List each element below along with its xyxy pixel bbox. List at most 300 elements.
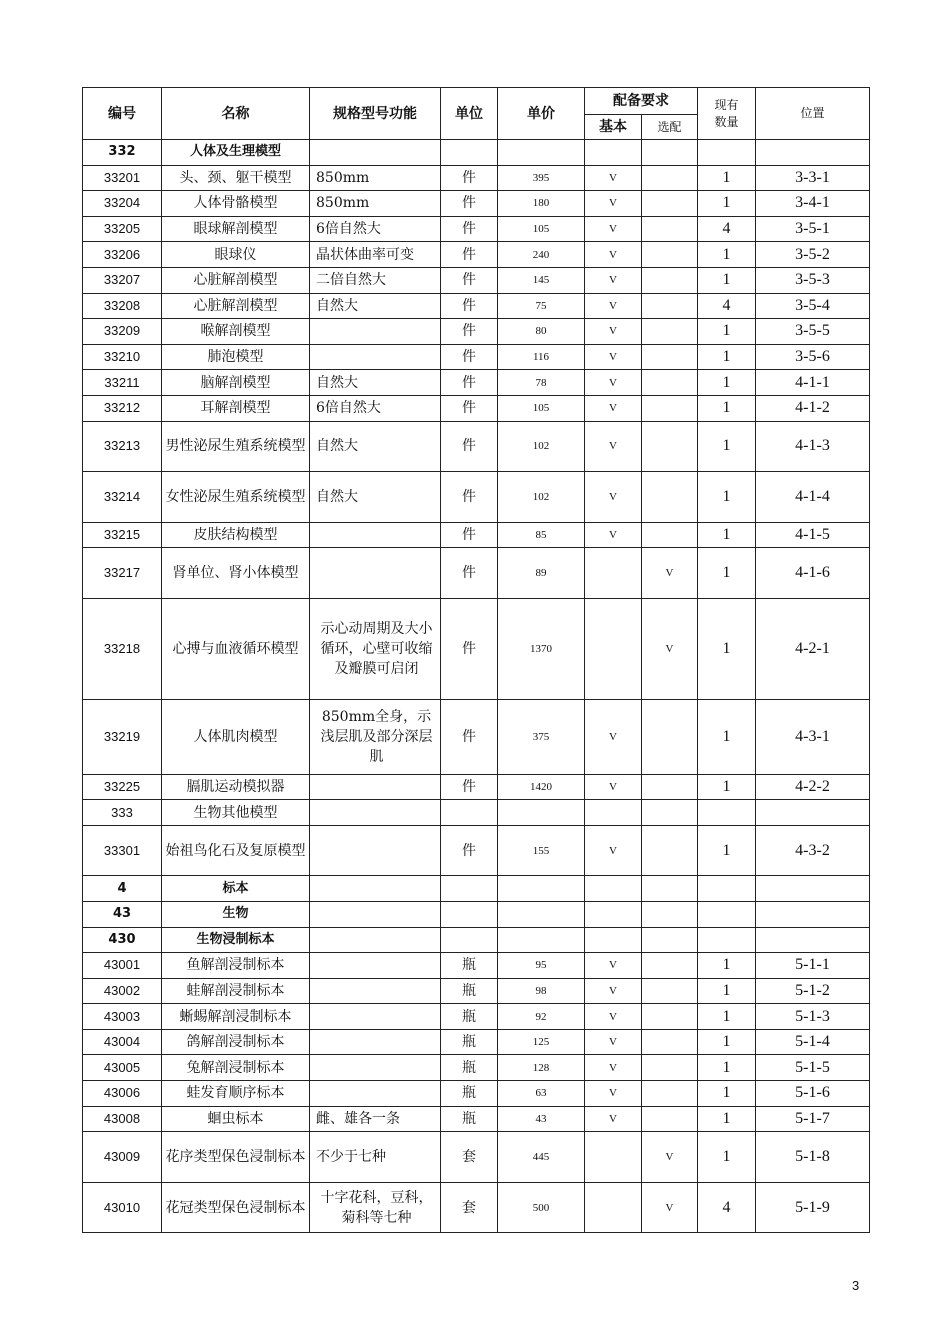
cell-qty: 1 xyxy=(698,395,756,421)
cell-spec xyxy=(310,1004,441,1030)
cell-basic xyxy=(585,1132,642,1183)
cell-name: 人体及生理模型 xyxy=(162,140,310,166)
cell-spec: 二倍自然大 xyxy=(310,267,441,293)
cell-position: 5-1-5 xyxy=(756,1055,870,1081)
cell-name: 女性泌尿生殖系统模型 xyxy=(162,472,310,523)
cell-unit: 件 xyxy=(441,395,498,421)
cell-price: 105 xyxy=(498,395,585,421)
cell-position: 4-2-1 xyxy=(756,598,870,699)
cell-basic: V xyxy=(585,216,642,242)
cell-optional: V xyxy=(642,548,698,599)
cell-position: 4-2-2 xyxy=(756,774,870,800)
table-row xyxy=(83,421,870,472)
cell-qty: 4 xyxy=(698,216,756,242)
cell-optional xyxy=(642,165,698,191)
cell-optional xyxy=(642,267,698,293)
table-row xyxy=(83,191,870,217)
cell-position: 3-3-1 xyxy=(756,165,870,191)
cell-spec xyxy=(310,774,441,800)
cell-code: 43008 xyxy=(83,1106,162,1132)
cell-code: 43003 xyxy=(83,1004,162,1030)
header-position: 位置 xyxy=(756,88,870,140)
cell-name: 心脏解剖模型 xyxy=(162,293,310,319)
cell-code: 33205 xyxy=(83,216,162,242)
cell-spec xyxy=(310,927,441,953)
cell-qty: 1 xyxy=(698,421,756,472)
cell-spec: 6倍自然大 xyxy=(310,216,441,242)
cell-qty: 1 xyxy=(698,472,756,523)
cell-optional xyxy=(642,1106,698,1132)
cell-spec xyxy=(310,901,441,927)
cell-optional xyxy=(642,522,698,548)
cell-qty: 4 xyxy=(698,1182,756,1233)
cell-position: 3-5-5 xyxy=(756,319,870,345)
cell-spec: 自然大 xyxy=(310,421,441,472)
header-unit: 单位 xyxy=(441,88,498,140)
header-name: 名称 xyxy=(162,88,310,140)
cell-optional xyxy=(642,319,698,345)
cell-spec xyxy=(310,1081,441,1107)
cell-basic: V xyxy=(585,165,642,191)
cell-price: 80 xyxy=(498,319,585,345)
cell-spec xyxy=(310,800,441,826)
cell-code: 33213 xyxy=(83,421,162,472)
table-row xyxy=(83,1004,870,1030)
cell-unit: 件 xyxy=(441,548,498,599)
table-row xyxy=(83,319,870,345)
cell-optional xyxy=(642,140,698,166)
cell-position xyxy=(756,927,870,953)
cell-unit: 件 xyxy=(441,472,498,523)
table-row xyxy=(83,267,870,293)
cell-qty: 1 xyxy=(698,344,756,370)
cell-qty: 1 xyxy=(698,978,756,1004)
cell-optional xyxy=(642,344,698,370)
cell-unit: 件 xyxy=(441,598,498,699)
cell-optional xyxy=(642,293,698,319)
cell-price: 125 xyxy=(498,1029,585,1055)
table-row xyxy=(83,1182,870,1233)
cell-position: 3-5-4 xyxy=(756,293,870,319)
cell-price: 92 xyxy=(498,1004,585,1030)
cell-name: 人体肌肉模型 xyxy=(162,699,310,774)
cell-name: 蜥蜴解剖浸制标本 xyxy=(162,1004,310,1030)
cell-optional xyxy=(642,1004,698,1030)
cell-name: 蛔虫标本 xyxy=(162,1106,310,1132)
cell-price: 240 xyxy=(498,242,585,268)
cell-position: 3-5-1 xyxy=(756,216,870,242)
cell-unit: 瓶 xyxy=(441,1055,498,1081)
cell-basic xyxy=(585,1182,642,1233)
cell-basic xyxy=(585,876,642,902)
cell-name: 肾单位、肾小体模型 xyxy=(162,548,310,599)
cell-qty: 1 xyxy=(698,242,756,268)
cell-price: 75 xyxy=(498,293,585,319)
cell-spec xyxy=(310,319,441,345)
cell-code: 33206 xyxy=(83,242,162,268)
cell-spec: 不少于七种 xyxy=(310,1132,441,1183)
cell-unit: 件 xyxy=(441,216,498,242)
cell-price: 445 xyxy=(498,1132,585,1183)
cell-spec: 晶状体曲率可变 xyxy=(310,242,441,268)
section-row xyxy=(83,876,870,902)
cell-price: 85 xyxy=(498,522,585,548)
cell-price: 375 xyxy=(498,699,585,774)
cell-qty: 1 xyxy=(698,1029,756,1055)
cell-price: 105 xyxy=(498,216,585,242)
table-header xyxy=(83,88,870,140)
cell-basic: V xyxy=(585,344,642,370)
cell-qty: 1 xyxy=(698,699,756,774)
cell-code: 33219 xyxy=(83,699,162,774)
cell-name: 眼球解剖模型 xyxy=(162,216,310,242)
cell-spec xyxy=(310,1055,441,1081)
cell-qty: 1 xyxy=(698,191,756,217)
cell-position: 4-1-3 xyxy=(756,421,870,472)
cell-qty: 1 xyxy=(698,953,756,979)
cell-qty xyxy=(698,876,756,902)
cell-name: 男性泌尿生殖系统模型 xyxy=(162,421,310,472)
table-row xyxy=(83,165,870,191)
cell-basic: V xyxy=(585,267,642,293)
table-row xyxy=(83,522,870,548)
cell-basic xyxy=(585,140,642,166)
cell-basic: V xyxy=(585,242,642,268)
cell-unit: 件 xyxy=(441,522,498,548)
cell-position: 5-1-9 xyxy=(756,1182,870,1233)
cell-position xyxy=(756,800,870,826)
cell-code: 33217 xyxy=(83,548,162,599)
cell-spec xyxy=(310,522,441,548)
cell-spec xyxy=(310,953,441,979)
cell-price: 98 xyxy=(498,978,585,1004)
cell-position: 5-1-7 xyxy=(756,1106,870,1132)
cell-position: 3-5-3 xyxy=(756,267,870,293)
cell-name: 头、颈、躯干模型 xyxy=(162,165,310,191)
cell-price: 180 xyxy=(498,191,585,217)
cell-spec: 十字花科，豆科，菊科等七种 xyxy=(310,1182,441,1233)
cell-basic: V xyxy=(585,953,642,979)
page-number: 3 xyxy=(852,1278,860,1293)
cell-unit: 瓶 xyxy=(441,978,498,1004)
cell-unit: 瓶 xyxy=(441,1081,498,1107)
cell-qty: 1 xyxy=(698,548,756,599)
cell-price: 145 xyxy=(498,267,585,293)
cell-basic: V xyxy=(585,370,642,396)
cell-qty: 1 xyxy=(698,774,756,800)
cell-qty: 1 xyxy=(698,165,756,191)
cell-name: 生物 xyxy=(162,901,310,927)
table-row xyxy=(83,825,870,876)
cell-unit: 瓶 xyxy=(441,1029,498,1055)
cell-code: 33201 xyxy=(83,165,162,191)
cell-code: 43004 xyxy=(83,1029,162,1055)
cell-optional xyxy=(642,876,698,902)
cell-basic: V xyxy=(585,825,642,876)
table-row xyxy=(83,344,870,370)
table-row xyxy=(83,1055,870,1081)
cell-price: 43 xyxy=(498,1106,585,1132)
cell-unit xyxy=(441,927,498,953)
cell-name: 标本 xyxy=(162,876,310,902)
cell-code: 33214 xyxy=(83,472,162,523)
cell-price: 102 xyxy=(498,421,585,472)
cell-basic: V xyxy=(585,1029,642,1055)
cell-unit: 件 xyxy=(441,267,498,293)
cell-name: 生物其他模型 xyxy=(162,800,310,826)
cell-qty xyxy=(698,901,756,927)
cell-spec xyxy=(310,825,441,876)
cell-code: 33301 xyxy=(83,825,162,876)
cell-price xyxy=(498,876,585,902)
header-requirement: 配备要求 xyxy=(585,88,698,115)
cell-name: 蛙解剖浸制标本 xyxy=(162,978,310,1004)
cell-price: 395 xyxy=(498,165,585,191)
table-row xyxy=(83,978,870,1004)
table-row xyxy=(83,1106,870,1132)
cell-code: 43005 xyxy=(83,1055,162,1081)
cell-qty: 1 xyxy=(698,370,756,396)
cell-name: 膈肌运动模拟器 xyxy=(162,774,310,800)
cell-basic: V xyxy=(585,522,642,548)
cell-qty: 1 xyxy=(698,1081,756,1107)
cell-optional xyxy=(642,395,698,421)
cell-qty: 1 xyxy=(698,319,756,345)
cell-optional xyxy=(642,1029,698,1055)
cell-code: 43006 xyxy=(83,1081,162,1107)
cell-optional xyxy=(642,1055,698,1081)
cell-unit: 件 xyxy=(441,774,498,800)
cell-unit: 瓶 xyxy=(441,953,498,979)
cell-spec: 自然大 xyxy=(310,472,441,523)
cell-price: 128 xyxy=(498,1055,585,1081)
cell-qty: 1 xyxy=(698,598,756,699)
cell-code: 43009 xyxy=(83,1132,162,1183)
cell-position: 5-1-4 xyxy=(756,1029,870,1055)
cell-position: 3-5-2 xyxy=(756,242,870,268)
cell-spec: 850mm全身，示浅层肌及部分深层肌 xyxy=(310,699,441,774)
cell-qty: 1 xyxy=(698,522,756,548)
cell-basic: V xyxy=(585,978,642,1004)
cell-basic: V xyxy=(585,472,642,523)
cell-code: 33211 xyxy=(83,370,162,396)
cell-price: 1420 xyxy=(498,774,585,800)
header-qty-line1: 现有 xyxy=(714,97,739,112)
cell-position: 4-1-2 xyxy=(756,395,870,421)
cell-position: 3-5-6 xyxy=(756,344,870,370)
cell-qty: 1 xyxy=(698,825,756,876)
header-basic: 基本 xyxy=(585,115,642,140)
cell-basic: V xyxy=(585,191,642,217)
cell-price: 63 xyxy=(498,1081,585,1107)
cell-unit: 件 xyxy=(441,293,498,319)
cell-unit xyxy=(441,140,498,166)
cell-basic: V xyxy=(585,1004,642,1030)
table-row xyxy=(83,953,870,979)
cell-price: 78 xyxy=(498,370,585,396)
cell-unit: 件 xyxy=(441,165,498,191)
cell-code: 33207 xyxy=(83,267,162,293)
table-body xyxy=(83,140,870,1233)
cell-price: 116 xyxy=(498,344,585,370)
cell-position: 5-1-3 xyxy=(756,1004,870,1030)
cell-position xyxy=(756,876,870,902)
section-row xyxy=(83,927,870,953)
cell-qty: 4 xyxy=(698,293,756,319)
cell-unit: 件 xyxy=(441,421,498,472)
cell-spec xyxy=(310,344,441,370)
cell-position: 4-3-2 xyxy=(756,825,870,876)
cell-name: 心脏解剖模型 xyxy=(162,267,310,293)
cell-spec xyxy=(310,548,441,599)
cell-position: 5-1-8 xyxy=(756,1132,870,1183)
cell-qty: 1 xyxy=(698,1055,756,1081)
table-row xyxy=(83,242,870,268)
table-row xyxy=(83,370,870,396)
cell-qty: 1 xyxy=(698,1106,756,1132)
cell-spec xyxy=(310,876,441,902)
cell-position: 5-1-6 xyxy=(756,1081,870,1107)
cell-optional xyxy=(642,901,698,927)
cell-name: 脑解剖模型 xyxy=(162,370,310,396)
cell-name: 喉解剖模型 xyxy=(162,319,310,345)
cell-optional xyxy=(642,978,698,1004)
cell-basic xyxy=(585,901,642,927)
table-row xyxy=(83,598,870,699)
cell-basic: V xyxy=(585,421,642,472)
cell-unit: 件 xyxy=(441,699,498,774)
cell-optional xyxy=(642,370,698,396)
cell-optional xyxy=(642,216,698,242)
cell-unit: 件 xyxy=(441,370,498,396)
cell-unit: 件 xyxy=(441,825,498,876)
cell-qty xyxy=(698,927,756,953)
cell-optional xyxy=(642,927,698,953)
section-row xyxy=(83,800,870,826)
cell-position: 4-1-5 xyxy=(756,522,870,548)
cell-price xyxy=(498,140,585,166)
cell-spec xyxy=(310,140,441,166)
header-qty-line2: 数量 xyxy=(714,114,739,129)
cell-spec: 自然大 xyxy=(310,370,441,396)
cell-name: 人体骨骼模型 xyxy=(162,191,310,217)
cell-code: 430 xyxy=(83,927,162,953)
cell-name: 鸽解剖浸制标本 xyxy=(162,1029,310,1055)
cell-basic: V xyxy=(585,1055,642,1081)
cell-code: 33212 xyxy=(83,395,162,421)
cell-name: 花冠类型保色浸制标本 xyxy=(162,1182,310,1233)
cell-spec xyxy=(310,978,441,1004)
table-row xyxy=(83,1029,870,1055)
cell-name: 生物浸制标本 xyxy=(162,927,310,953)
cell-spec: 雌、雄各一条 xyxy=(310,1106,441,1132)
cell-optional xyxy=(642,191,698,217)
cell-optional: V xyxy=(642,1132,698,1183)
cell-qty xyxy=(698,800,756,826)
header-qty xyxy=(698,88,756,140)
cell-name: 蛙发育顺序标本 xyxy=(162,1081,310,1107)
cell-name: 耳解剖模型 xyxy=(162,395,310,421)
cell-optional xyxy=(642,953,698,979)
cell-qty xyxy=(698,140,756,166)
cell-position: 4-3-1 xyxy=(756,699,870,774)
cell-position xyxy=(756,140,870,166)
cell-unit: 件 xyxy=(441,344,498,370)
cell-position: 3-4-1 xyxy=(756,191,870,217)
cell-optional xyxy=(642,699,698,774)
cell-code: 43 xyxy=(83,901,162,927)
cell-optional xyxy=(642,800,698,826)
cell-code: 4 xyxy=(83,876,162,902)
table-row xyxy=(83,395,870,421)
cell-unit: 套 xyxy=(441,1182,498,1233)
cell-position: 5-1-1 xyxy=(756,953,870,979)
cell-qty: 1 xyxy=(698,267,756,293)
cell-spec: 850mm xyxy=(310,165,441,191)
cell-unit xyxy=(441,800,498,826)
section-row xyxy=(83,140,870,166)
cell-unit: 瓶 xyxy=(441,1004,498,1030)
cell-code: 33208 xyxy=(83,293,162,319)
cell-optional xyxy=(642,1081,698,1107)
cell-basic: V xyxy=(585,293,642,319)
cell-price: 500 xyxy=(498,1182,585,1233)
cell-code: 33218 xyxy=(83,598,162,699)
cell-position: 4-1-4 xyxy=(756,472,870,523)
cell-basic: V xyxy=(585,395,642,421)
cell-unit xyxy=(441,876,498,902)
header-optional: 选配 xyxy=(642,115,698,140)
table-row xyxy=(83,1132,870,1183)
cell-optional xyxy=(642,421,698,472)
cell-name: 花序类型保色浸制标本 xyxy=(162,1132,310,1183)
cell-basic xyxy=(585,548,642,599)
cell-unit: 套 xyxy=(441,1132,498,1183)
cell-basic: V xyxy=(585,1081,642,1107)
cell-price: 89 xyxy=(498,548,585,599)
table-row xyxy=(83,293,870,319)
cell-basic: V xyxy=(585,1106,642,1132)
header-price: 单价 xyxy=(498,88,585,140)
cell-basic xyxy=(585,927,642,953)
cell-position: 4-1-1 xyxy=(756,370,870,396)
cell-unit xyxy=(441,901,498,927)
table-row xyxy=(83,472,870,523)
cell-price: 1370 xyxy=(498,598,585,699)
cell-basic: V xyxy=(585,319,642,345)
table-row xyxy=(83,548,870,599)
cell-name: 肺泡模型 xyxy=(162,344,310,370)
cell-price xyxy=(498,800,585,826)
table-row xyxy=(83,774,870,800)
cell-basic: V xyxy=(585,699,642,774)
cell-position xyxy=(756,901,870,927)
table-row xyxy=(83,216,870,242)
cell-code: 33210 xyxy=(83,344,162,370)
cell-spec: 6倍自然大 xyxy=(310,395,441,421)
cell-code: 43001 xyxy=(83,953,162,979)
section-row xyxy=(83,901,870,927)
cell-unit: 瓶 xyxy=(441,1106,498,1132)
cell-price xyxy=(498,901,585,927)
cell-unit: 件 xyxy=(441,242,498,268)
cell-name: 眼球仪 xyxy=(162,242,310,268)
cell-price: 95 xyxy=(498,953,585,979)
cell-basic xyxy=(585,598,642,699)
cell-code: 33215 xyxy=(83,522,162,548)
header-spec: 规格型号功能 xyxy=(310,88,441,140)
cell-position: 4-1-6 xyxy=(756,548,870,599)
